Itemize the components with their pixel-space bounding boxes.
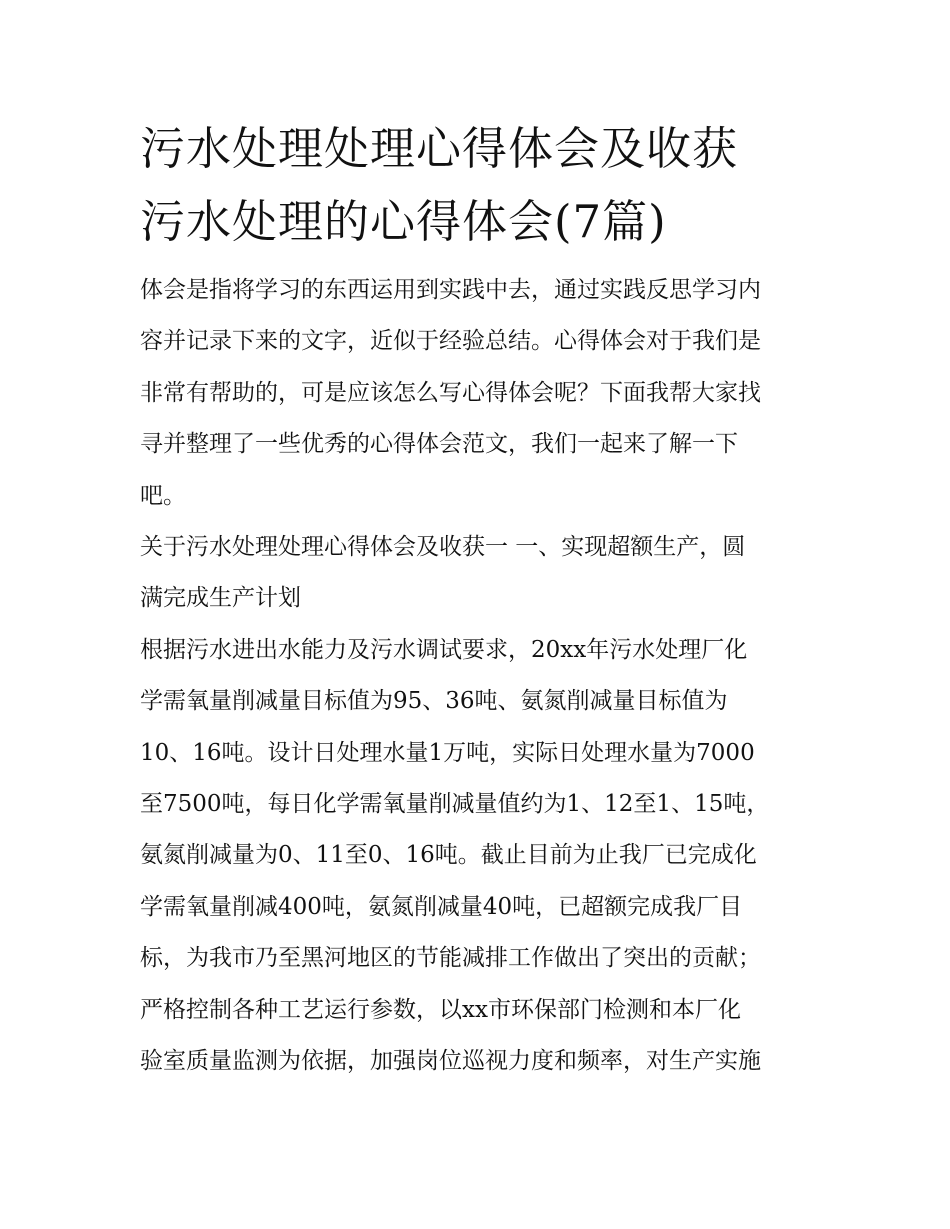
title-line: 污水处理的心得体会(7篇): [140, 195, 667, 248]
title-line: 污水处理处理心得体会及收获: [140, 122, 739, 175]
text-line: 氨氮削减量为0、11至0、16吨。截止目前为止我厂已完成化: [140, 842, 757, 869]
text-line: 容并记录下来的文字，近似于经验总结。心得体会对于我们是: [140, 328, 761, 355]
text-line: 学需氧量削减400吨，氨氮削减量40吨，已超额完成我厂目: [140, 893, 743, 920]
spacer: [140, 258, 816, 265]
document-page: [140, 112, 816, 1088]
text-line: 非常有帮助的，可是应该怎么写心得体会呢？下面我帮大家找: [140, 379, 761, 406]
document-title: [140, 112, 816, 258]
text-line: 标，为我市乃至黑河地区的节能减排工作做出了突出的贡献；: [140, 945, 761, 972]
text-line: 体会是指将学习的东西运用到实践中去，通过实践反思学习内: [140, 277, 761, 303]
text-line: 寻并整理了一些优秀的心得体会范文，我们一起来了解一下: [140, 431, 738, 458]
text-line: 验室质量监测为依据，加强岗位巡视力度和频率，对生产实施: [140, 1048, 761, 1075]
text-line: 关于污水处理处理心得体会及收获一 一、实现超额生产，圆: [140, 534, 746, 561]
intro-paragraph: [140, 265, 816, 522]
text-line: 吧。: [140, 482, 186, 509]
text-line: 学需氧量削减量目标值为95、36吨、氨氮削减量目标值为: [140, 688, 728, 715]
text-line: 满完成生产计划: [140, 585, 301, 612]
section-heading: [140, 522, 816, 625]
text-line: 至7500吨，每日化学需氧量削减量值约为1、12至1、15吨，: [140, 791, 770, 818]
text-line: 严格控制各种工艺运行参数，以xx市环保部门检测和本厂化: [140, 996, 741, 1023]
text-line: 根据污水进出水能力及污水调试要求，20xx年污水处理厂化: [140, 636, 748, 663]
text-line: 10、16吨。设计日处理水量1万吨，实际日处理水量为7000: [140, 739, 755, 766]
body-paragraph: [140, 625, 816, 1088]
